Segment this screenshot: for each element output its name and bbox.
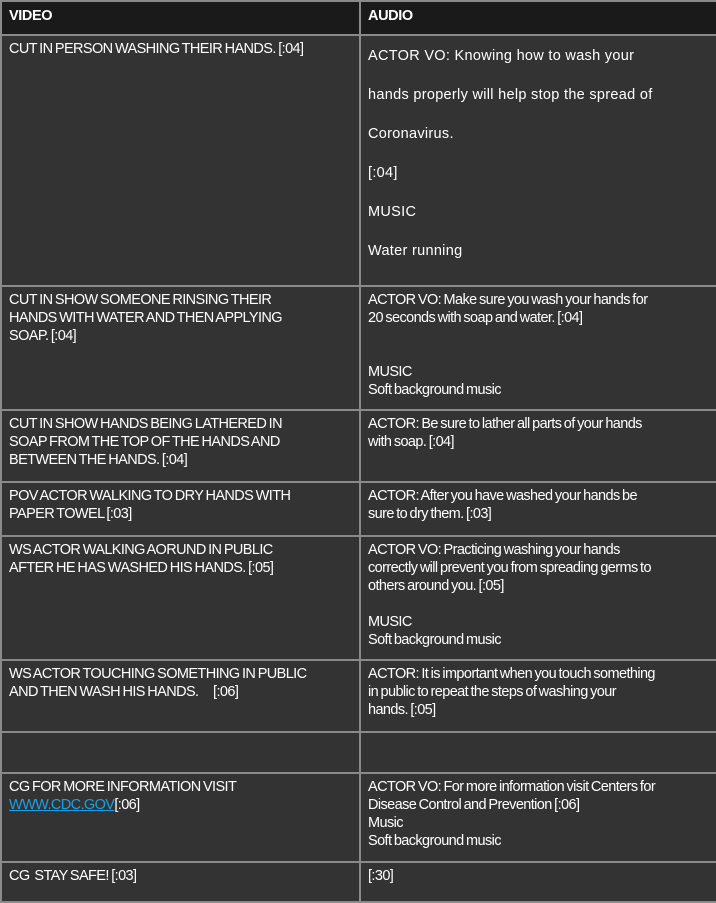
audio-cell bbox=[360, 536, 716, 660]
video-text: SOAP FROM THE TOP OF THE HANDS AND bbox=[9, 434, 280, 450]
audio-music-label: Music bbox=[368, 815, 403, 831]
audio-cell bbox=[360, 410, 716, 482]
video-cell-empty bbox=[1, 732, 360, 773]
video-cell bbox=[1, 536, 360, 660]
video-text: WS ACTOR TOUCHING SOMETHING IN PUBLIC bbox=[9, 666, 307, 682]
video-text: CG STAY SAFE! [:03] bbox=[9, 868, 137, 884]
audio-text: with soap. [:04] bbox=[368, 434, 454, 450]
video-text: CUT IN PERSON WASHING THEIR HANDS. [:04] bbox=[9, 41, 304, 57]
video-text: AND THEN WASH HIS HANDS. [:06] bbox=[9, 684, 239, 700]
audio-text: Disease Control and Prevention [:06] bbox=[368, 797, 580, 813]
audio-music-description: Soft background music bbox=[368, 382, 501, 398]
audio-text: ACTOR VO: Make sure you wash your hands for bbox=[368, 292, 648, 308]
audio-cell bbox=[360, 482, 716, 536]
audio-music-description: Soft background music bbox=[368, 632, 501, 648]
table-row bbox=[1, 536, 716, 660]
video-text: WS ACTOR WALKING AORUND IN PUBLIC bbox=[9, 542, 273, 558]
video-cell bbox=[1, 286, 360, 410]
audio-text: in public to repeat the steps of washing your bbox=[368, 684, 616, 700]
spacer bbox=[368, 595, 709, 613]
audio-text: ACTOR: After you have washed your hands be bbox=[368, 488, 637, 504]
table-row bbox=[1, 35, 716, 286]
audio-text: hands properly will help stop the spread of bbox=[368, 87, 653, 103]
video-cell bbox=[1, 35, 360, 286]
video-timecode: [:06] bbox=[114, 797, 140, 813]
audio-text: ACTOR VO: For more information visit Centers for bbox=[368, 779, 656, 795]
total-runtime: [:30] bbox=[368, 868, 394, 884]
video-text: PAPER TOWEL [:03] bbox=[9, 506, 132, 522]
video-text: CUT IN SHOW SOMEONE RINSING THEIR bbox=[9, 292, 272, 308]
video-text: CG FOR MORE INFORMATION VISIT bbox=[9, 779, 237, 795]
audio-text: correctly will prevent you from spreading germs to bbox=[368, 560, 651, 576]
table-row bbox=[1, 773, 716, 862]
audio-cell bbox=[360, 286, 716, 410]
audio-cell bbox=[360, 35, 716, 286]
table-row bbox=[1, 286, 716, 410]
video-column-header: VIDEO bbox=[1, 1, 360, 35]
cdc-website-link[interactable]: WWW.CDC.GOV bbox=[9, 797, 115, 813]
video-text: CUT IN SHOW HANDS BEING LATHERED IN bbox=[9, 416, 282, 432]
video-text-with-link bbox=[9, 796, 352, 814]
video-cell bbox=[1, 862, 360, 902]
audio-music-description: Soft background music bbox=[368, 833, 501, 849]
audio-music-label: MUSIC bbox=[368, 364, 412, 380]
audio-cell-empty bbox=[360, 732, 716, 773]
video-text: POV ACTOR WALKING TO DRY HANDS WITH bbox=[9, 488, 291, 504]
spacer bbox=[368, 327, 709, 345]
header-row bbox=[1, 1, 716, 35]
audio-cell bbox=[360, 773, 716, 862]
audio-text: ACTOR VO: Practicing washing your hands bbox=[368, 542, 620, 558]
audio-sfx: Water running bbox=[368, 243, 463, 259]
audio-timecode: [:04] bbox=[368, 165, 398, 181]
audio-text: 20 seconds with soap and water. [:04] bbox=[368, 310, 583, 326]
table-row bbox=[1, 660, 716, 732]
audio-text: sure to dry them. [:03] bbox=[368, 506, 492, 522]
audio-column-header: AUDIO bbox=[360, 1, 716, 35]
audio-text: Coronavirus. bbox=[368, 126, 454, 142]
video-cell bbox=[1, 410, 360, 482]
video-cell bbox=[1, 660, 360, 732]
table-row bbox=[1, 482, 716, 536]
table-row bbox=[1, 410, 716, 482]
video-cell bbox=[1, 773, 360, 862]
table-row bbox=[1, 862, 716, 902]
video-text: SOAP. [:04] bbox=[9, 328, 77, 344]
audio-text: ACTOR: It is important when you touch something bbox=[368, 666, 655, 682]
video-text: AFTER HE HAS WASHED HIS HANDS. [:05] bbox=[9, 560, 274, 576]
video-text: HANDS WITH WATER AND THEN APPLYING bbox=[9, 310, 282, 326]
video-text: BETWEEN THE HANDS. [:04] bbox=[9, 452, 188, 468]
audio-music-label: MUSIC bbox=[368, 614, 412, 630]
audio-text: ACTOR: Be sure to lather all parts of your hands bbox=[368, 416, 642, 432]
audio-text: hands. [:05] bbox=[368, 702, 436, 718]
audio-text: ACTOR VO: Knowing how to wash your bbox=[368, 48, 635, 64]
audio-music-label: MUSIC bbox=[368, 204, 417, 220]
spacer bbox=[368, 345, 709, 363]
audio-cell bbox=[360, 862, 716, 902]
video-cell bbox=[1, 482, 360, 536]
table-row bbox=[1, 732, 716, 773]
audio-text: others around you. [:05] bbox=[368, 578, 504, 594]
audio-cell bbox=[360, 660, 716, 732]
